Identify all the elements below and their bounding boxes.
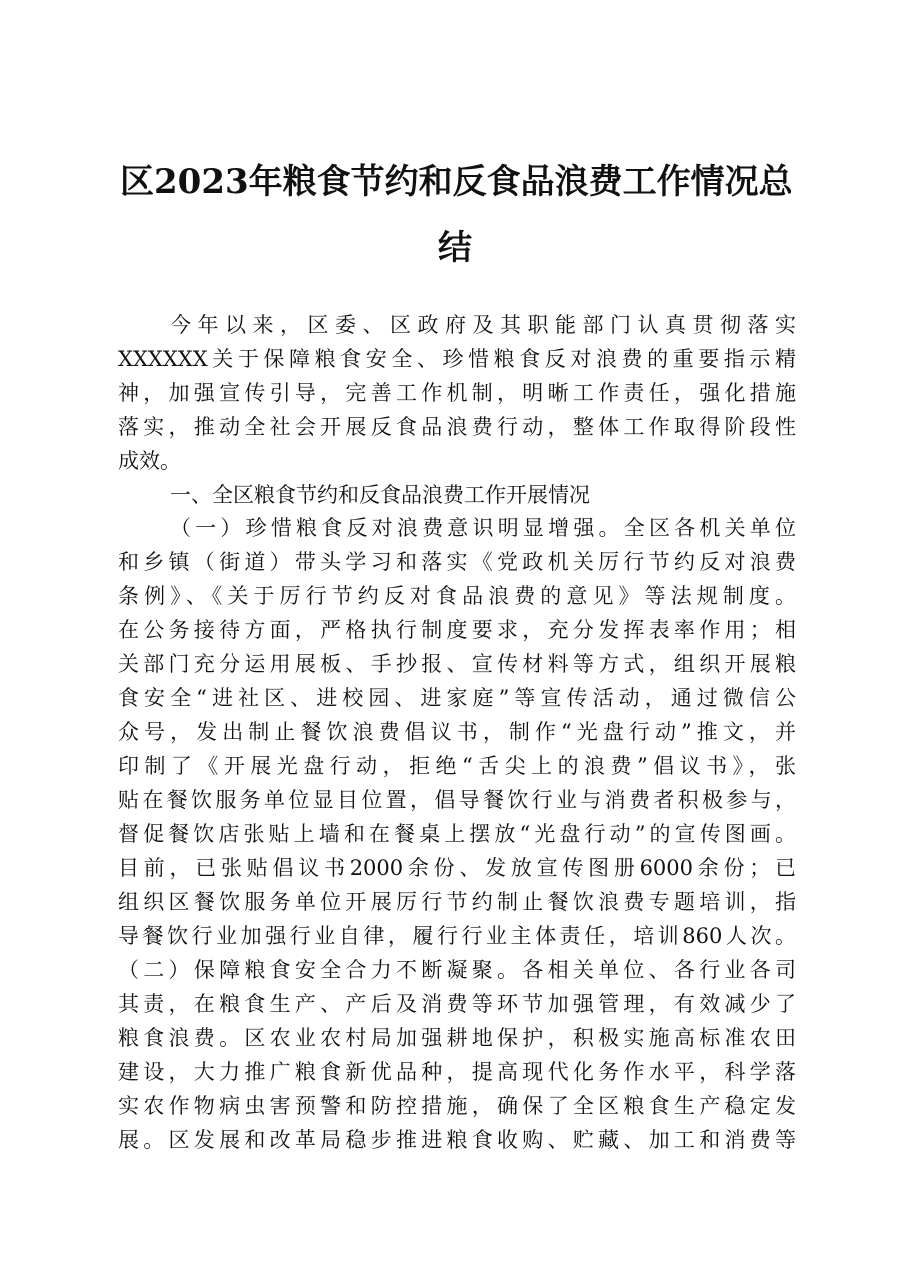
intro-line-2: XXXXXX关于保障粮食安全、珍惜粮食反对浪费的重要指示精 <box>118 347 796 371</box>
sub-1-line-3: 条例》、《关于厉行节约反对食品浪费的意见》等法规制度。 <box>118 584 796 608</box>
sub-2-line-3: 粮食浪费。区农业农村局加强耕地保护，积极实施高标准农田 <box>118 1026 796 1050</box>
sub-1-line-8: 印制了《开展光盘行动，拒绝“舌尖上的浪费”倡议书》，张 <box>118 754 796 778</box>
sub-2-line-6: 展。区发展和改革局稳步推进粮食收购、贮藏、加工和消费等 <box>118 1128 796 1152</box>
intro-line-4: 落实，推动全社会开展反食品浪费行动，整体工作取得阶段性 <box>118 415 796 439</box>
sub-2-heading: （二）保障粮食安全合力不断凝聚。 <box>118 958 523 982</box>
intro-line-5: 成效。 <box>118 449 181 473</box>
sub-2-line-5: 实农作物病虫害预警和防控措施，确保了全区粮食生产稳定发 <box>118 1094 796 1118</box>
sub-1-line-5: 关部门充分运用展板、手抄报、宣传材料等方式，组织开展粮 <box>118 652 796 676</box>
document-title-line-1: 区2023年粮食节约和反食品浪费工作情况总 <box>120 162 793 202</box>
sub-1-line-7: 众号，发出制止餐饮浪费倡议书，制作“光盘行动”推文，并 <box>118 720 796 744</box>
sub-1-line-4: 在公务接待方面，严格执行制度要求，充分发挥表率作用；相 <box>118 618 796 642</box>
sub-1-first-line <box>170 511 796 545</box>
sub-1-line-6: 食安全“进社区、进校园、进家庭”等宣传活动，通过微信公 <box>118 686 796 710</box>
sub-1-line-11: 目前，已张贴倡议书2000余份、发放宣传图册6000余份；已 <box>118 856 796 880</box>
sub-2-line-4: 建设，大力推广粮食新优品种，提高现代化务作水平，科学落 <box>118 1060 796 1084</box>
sub-2-line-2: 其责，在粮食生产、产后及消费等环节加强管理，有效减少了 <box>118 992 796 1016</box>
document-title-line-2: 结 <box>438 228 472 268</box>
sub-2-first-line-text: 各相关单位、各行业各司 <box>522 958 797 982</box>
section-1-heading: 一、全区粮食节约和反食品浪费工作开展情况 <box>170 483 590 507</box>
sub-1-line-12: 组织区餐饮服务单位开展厉行节约制止餐饮浪费专题培训，指 <box>118 890 796 914</box>
intro-line-3: 神，加强宣传引导，完善工作机制，明晰工作责任，强化措施 <box>118 381 796 405</box>
sub-1-heading: （一）珍惜粮食反对浪费意识明显增强。 <box>170 516 624 540</box>
sub-1-line-9: 贴在餐饮服务单位显目位置，倡导餐饮行业与消费者积极参与， <box>118 788 796 812</box>
sub-1-line-2: 和乡镇（街道）带头学习和落实《党政机关厉行节约反对浪费 <box>118 550 796 574</box>
sub-1-line-13: 导餐饮行业加强行业自律，履行行业主体责任，培训860人次。 <box>118 924 796 948</box>
intro-line-1: 今年以来，区委、区政府及其职能部门认真贯彻落实 <box>170 313 796 337</box>
sub-2-first-line <box>118 953 796 987</box>
sub-1-line-10: 督促餐饮店张贴上墙和在餐桌上摆放“光盘行动”的宣传图画。 <box>118 822 796 846</box>
sub-1-first-line-text: 全区各机关单位 <box>623 516 796 540</box>
